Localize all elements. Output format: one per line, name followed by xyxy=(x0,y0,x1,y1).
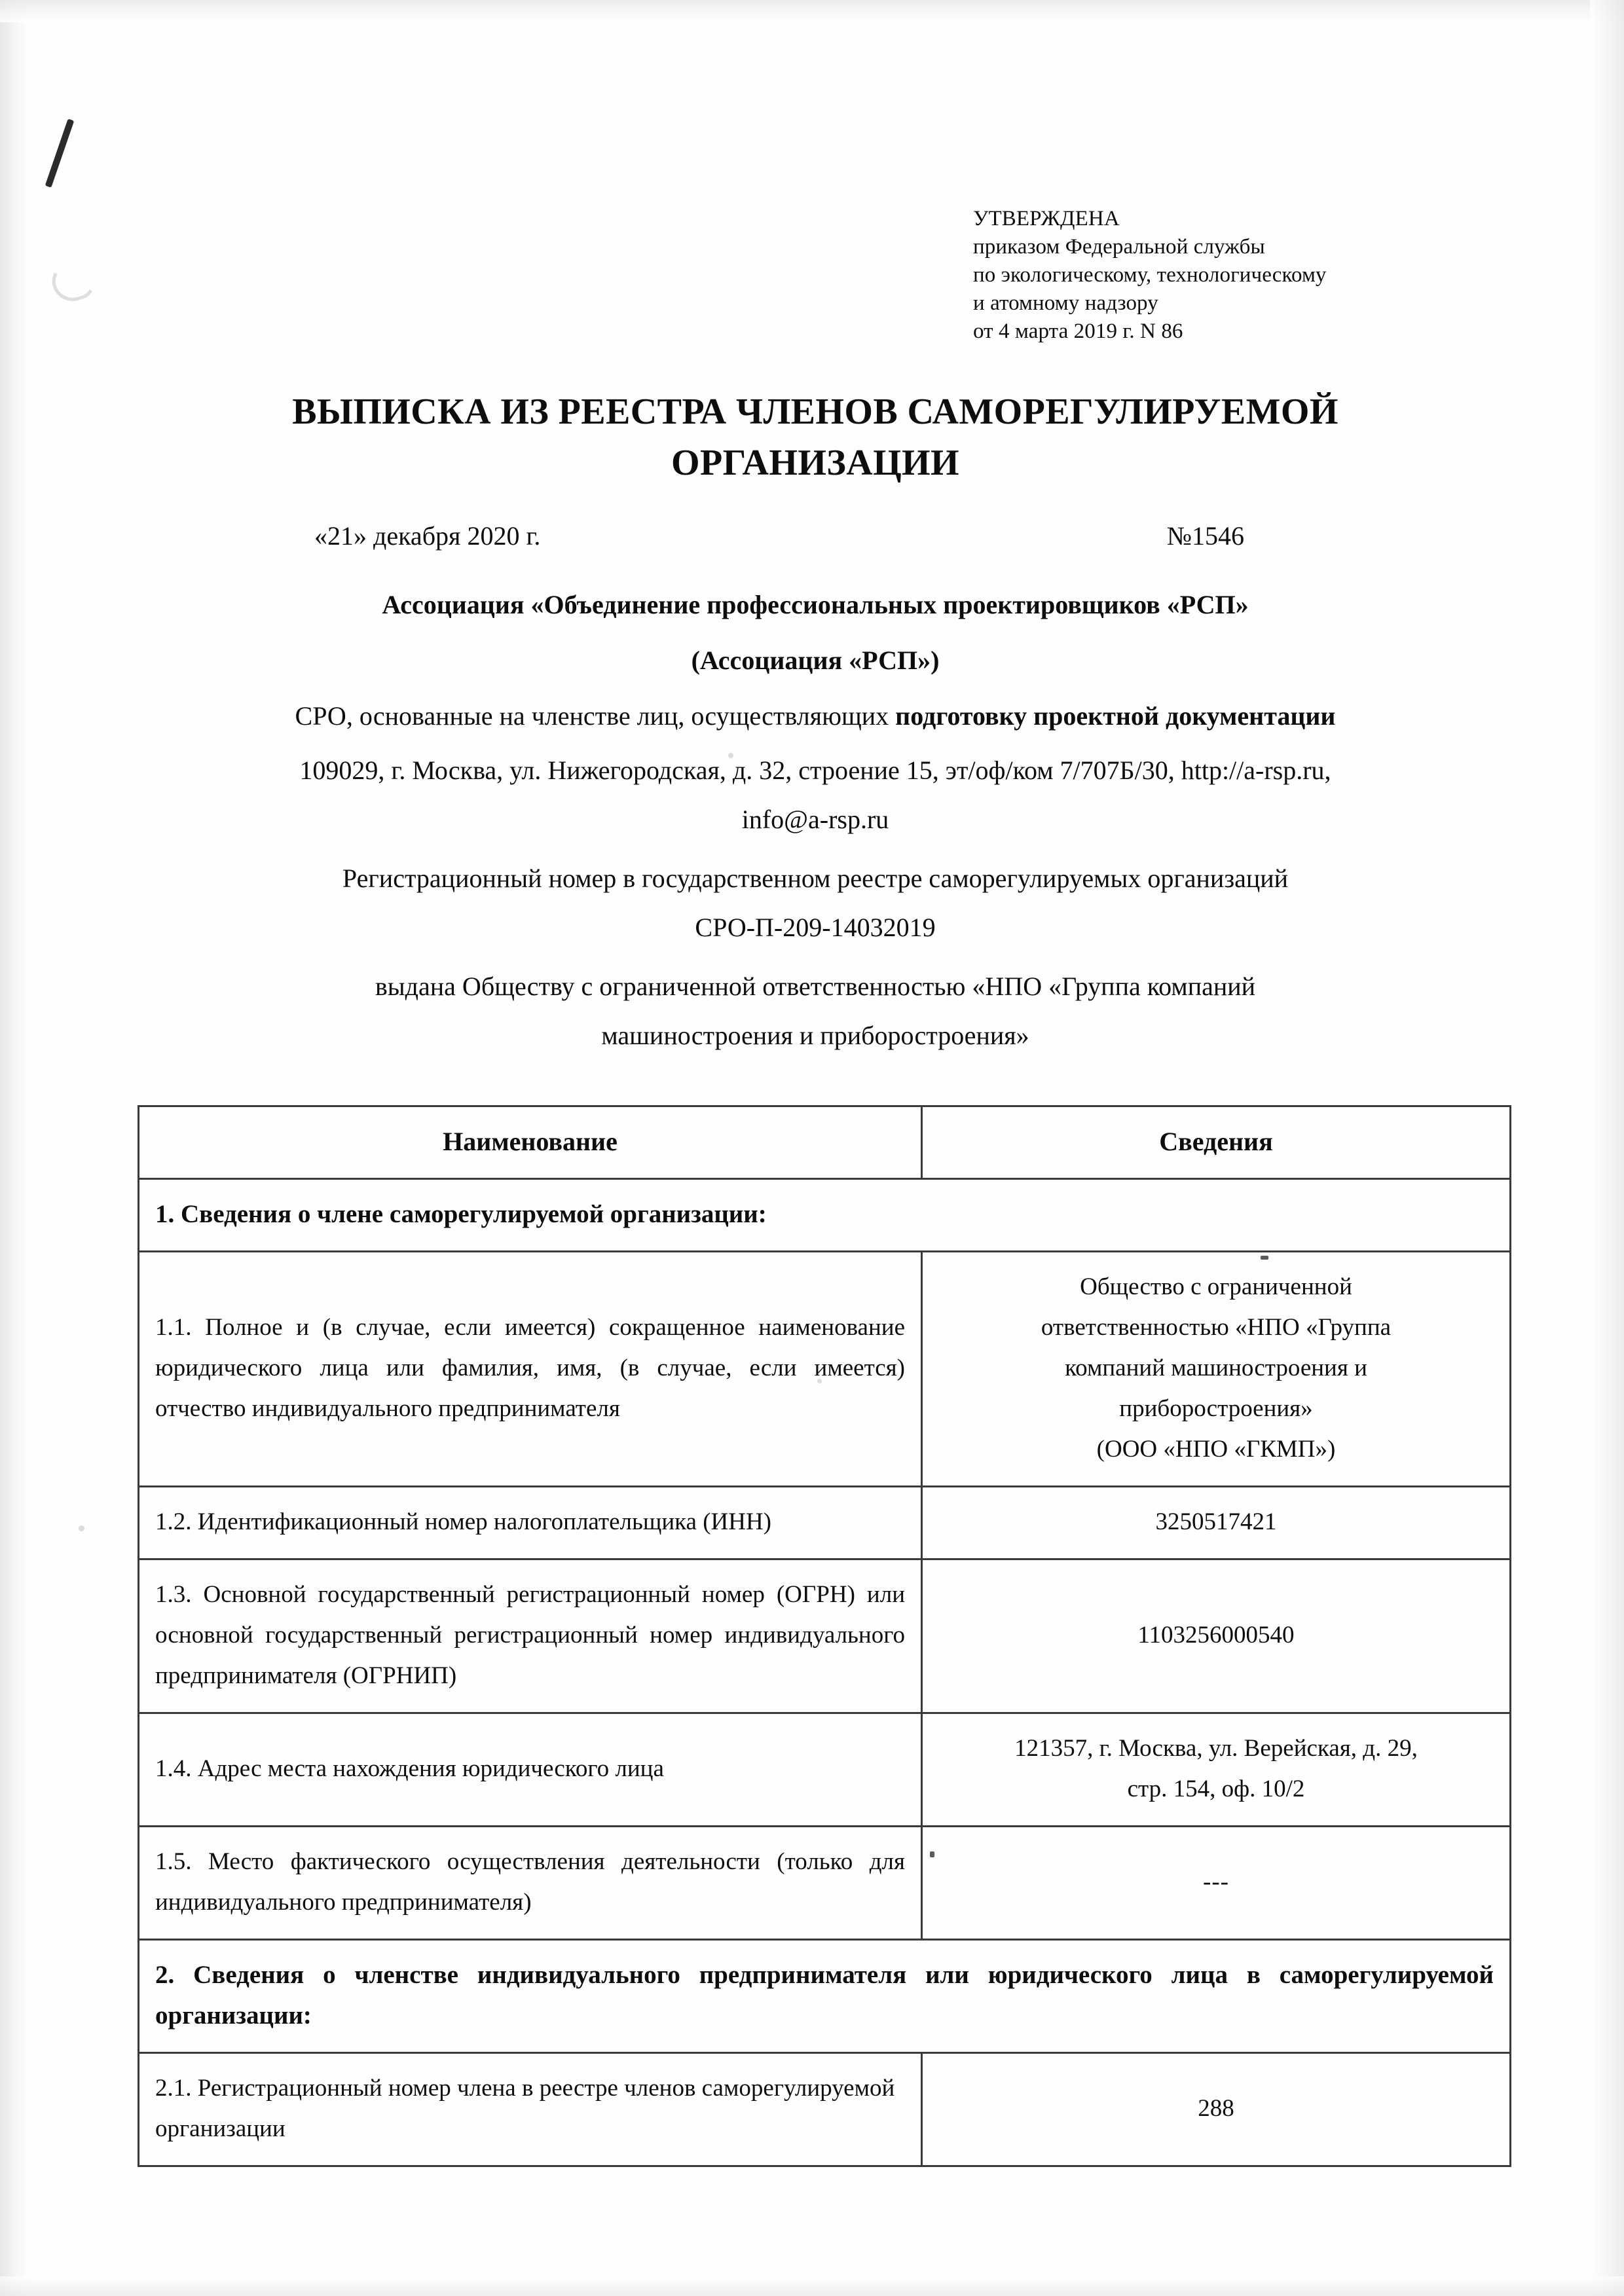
column-header-name: Наименование xyxy=(139,1106,922,1179)
value-line: Общество с ограниченной xyxy=(1080,1273,1352,1300)
column-header-value: Сведения xyxy=(922,1106,1511,1179)
sro-address-line-1: 109029, г. Москва, ул. Нижегородская, д. 32, строение 15, эт/оф/ком 7/707Б/30, http://a-rsp.ru, xyxy=(299,756,1331,785)
pen-stroke-artifact xyxy=(45,118,75,187)
table-section-row-1 xyxy=(139,1179,1511,1252)
row-label-1-2: 1.2. Идентификационный номер налогоплательщика (ИНН) xyxy=(139,1487,922,1559)
table-header-row xyxy=(139,1106,1511,1179)
section-2-title: 2. Сведения о членстве индивидуального предпринимателя или юридического лица в саморегулируемой организации: xyxy=(139,1940,1511,2053)
date-number-row xyxy=(314,520,1244,551)
sro-address-line-2: info@a-rsp.ru xyxy=(741,805,889,834)
row-value-1-4 xyxy=(922,1713,1511,1827)
scan-speck xyxy=(79,1525,84,1531)
sro-basis-prefix: СРО, основанные на членстве лиц, осуществляющих xyxy=(295,701,896,731)
row-value-1-1 xyxy=(922,1252,1511,1487)
table-row xyxy=(139,1827,1511,1940)
approval-line-3: по экологическому, технологическому xyxy=(973,263,1327,287)
state-registry-number: СРО-П-209-14032019 xyxy=(695,913,936,942)
issued-to-line-1: выдана Обществу с ограниченной ответственностью «НПО «Группа компаний xyxy=(375,972,1256,1001)
row-label-1-5: 1.5. Место фактического осуществления деятельности (только для индивидуального предпринимателя) xyxy=(139,1827,922,1940)
scan-edge-right xyxy=(1590,0,1624,2296)
row-label-1-3: 1.3. Основной государственный регистрационный номер (ОГРН) или основной государственный регистрационный номер индивидуального предпринимателя (ОГРНИП) xyxy=(139,1559,922,1713)
approval-line-5: от 4 марта 2019 г. N 86 xyxy=(973,319,1183,343)
approval-block xyxy=(973,205,1327,346)
issued-to-line-2: машиностроения и приборостроения» xyxy=(601,1021,1029,1050)
row-value-1-2: 3250517421 xyxy=(922,1487,1511,1559)
value-line: (ООО «НПО «ГКМП») xyxy=(1096,1436,1336,1463)
row-value-1-3: 1103256000540 xyxy=(922,1559,1511,1713)
table-row xyxy=(139,2053,1511,2166)
value-line: ответственностью «НПО «Группа xyxy=(1041,1314,1392,1341)
page-title: ВЫПИСКА ИЗ РЕЕСТРА ЧЛЕНОВ САМОРЕГУЛИРУЕМОЙ ОРГАНИЗАЦИИ xyxy=(292,392,1338,483)
row-label-1-1: 1.1. Полное и (в случае, если имеется) сокращенное наименование юридического лица или фамилия, имя, (в случае, если имеется) отчество индивидуального предпринимателя xyxy=(139,1252,922,1487)
document-date: «21» декабря 2020 г. xyxy=(314,521,541,551)
state-registry-label: Регистрационный номер в государственном реестре саморегулируемых организаций xyxy=(342,864,1289,893)
value-line: приборостроения» xyxy=(1119,1395,1313,1422)
value-line: компаний машиностроения и xyxy=(1065,1355,1367,1381)
scan-smudge-artifact xyxy=(47,257,98,306)
row-label-2-1: 2.1. Регистрационный номер члена в реестре членов саморегулируемой организации xyxy=(139,2053,922,2166)
row-label-1-4: 1.4. Адрес места нахождения юридического лица xyxy=(139,1713,922,1827)
approval-line-4: и атомному надзору xyxy=(973,291,1158,315)
table-row xyxy=(139,1487,1511,1559)
value-line: стр. 154, оф. 10/2 xyxy=(1127,1776,1305,1802)
scan-edge-top xyxy=(0,0,1624,22)
row-value-1-5: --- xyxy=(922,1827,1511,1940)
value-line: 121357, г. Москва, ул. Верейская, д. 29, xyxy=(1014,1735,1418,1762)
row-value-2-1: 288 xyxy=(922,2053,1511,2166)
table-row xyxy=(139,1713,1511,1827)
sro-basis-line xyxy=(131,701,1500,731)
scan-speck xyxy=(930,1851,934,1857)
document-number: №1546 xyxy=(1166,521,1244,551)
organization-short-name: (Ассоциация «РСП») xyxy=(691,646,940,675)
registry-table xyxy=(138,1105,1511,2167)
approval-line-1: УТВЕРЖДЕНА xyxy=(973,207,1120,230)
section-1-title: 1. Сведения о члене саморегулируемой организации: xyxy=(139,1179,1511,1252)
table-row xyxy=(139,1559,1511,1713)
scan-edge-bottom xyxy=(0,2276,1624,2296)
table-section-row-2 xyxy=(139,1940,1511,2053)
sro-basis-activity: подготовку проектной документации xyxy=(895,701,1336,731)
scan-speck xyxy=(1261,1256,1268,1260)
organization-full-name: Ассоциация «Объединение профессиональных проектировщиков «РСП» xyxy=(382,590,1249,619)
approval-line-2: приказом Федеральной службы xyxy=(973,235,1265,259)
table-row xyxy=(139,1252,1511,1487)
scan-edge-left xyxy=(0,0,30,2296)
